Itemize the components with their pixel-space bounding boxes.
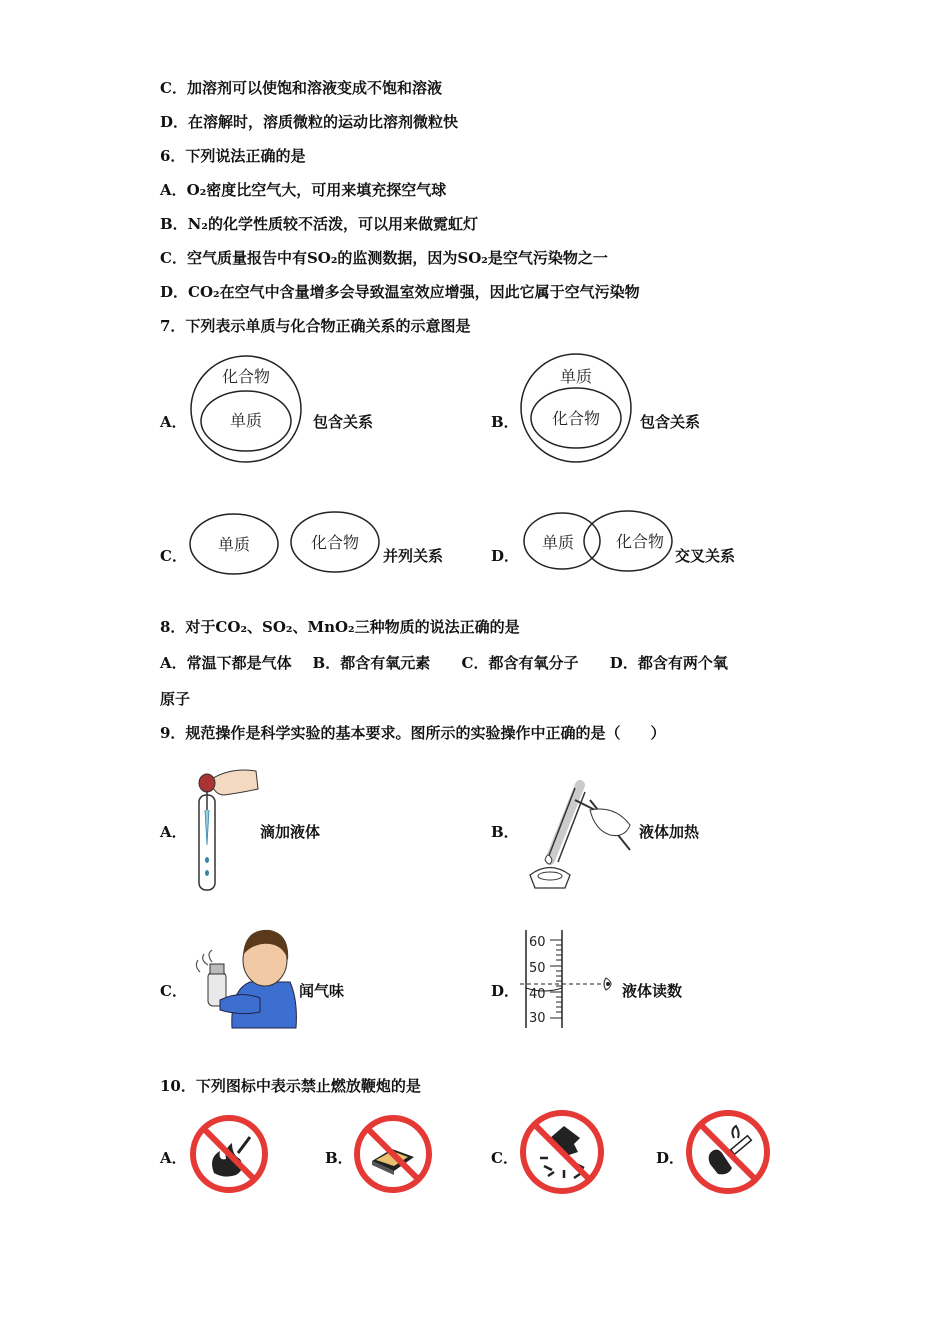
q7-caption-c: 并列关系 [383,547,444,565]
q7-stem: 7．下列表示单质与化合物正确关系的示意图是 [160,317,471,335]
q10-stem: 10．下列图标中表示禁止燃放鞭炮的是 [160,1077,421,1095]
q9-heating-image [520,780,640,895]
q9-smell-image [190,920,300,1030]
q5-option-d: D．在溶解时，溶质微粒的运动比溶剂微粒快 [160,113,459,131]
q7c-element-text: 单质 [217,535,251,554]
q7b-element-text: 单质 [559,367,593,386]
q7a-compound-text: 化合物 [221,367,271,386]
q6-option-a: A．O₂密度比空气大，可用来填充探空气球 [160,181,447,199]
q9-dropper-image [190,765,260,895]
q9-caption-a: 滴加液体 [260,823,321,841]
q9-label-b: B． [491,823,519,841]
q10-label-b: B． [325,1149,353,1167]
q9-label-c: C． [160,982,187,1000]
tick-30: 30 [529,1011,546,1026]
q10-label-d: D． [656,1149,685,1167]
no-fire-icon [188,1113,270,1195]
no-smoking-icon [684,1108,772,1196]
q10-label-c: C． [491,1149,518,1167]
q7-diagram-c [188,510,388,580]
q7-label-c: C． [160,547,187,565]
q8-continuation: 原子 [160,690,191,708]
no-matches-icon [352,1113,434,1195]
q7b-compound-text: 化合物 [551,409,601,428]
q6-option-d: D．CO₂在空气中含量增多会导致温室效应增强，因此它属于空气污染物 [160,283,640,301]
q7-label-a: A． [160,413,187,431]
tick-40: 40 [529,987,546,1002]
q5-option-c: C．加溶剂可以使饱和溶液变成不饱和溶液 [160,79,442,97]
q10-label-a: A． [160,1149,187,1167]
q7-label-d: D． [491,547,520,565]
q6-stem: 6．下列说法正确的是 [160,147,306,165]
q9-label-a: A． [160,823,187,841]
q8-options: A．常温下都是气体 B．都含有氧元素 C．都含有氧分子 D．都含有两个氧 [160,654,728,672]
q9-cylinder-image [520,928,625,1030]
q9-label-d: D． [491,982,520,1000]
q8-stem: 8．对于CO₂、SO₂、MnO₂三种物质的说法正确的是 [160,618,520,636]
q6-option-c: C．空气质量报告中有SO₂的监测数据，因为SO₂是空气污染物之一 [160,249,608,267]
q9-caption-b: 液体加热 [639,823,700,841]
q9-stem: 9．规范操作是科学实验的基本要求。图所示的实验操作中正确的是（ ） [160,724,666,742]
q7-caption-a: 包含关系 [313,413,374,431]
q7a-element-text: 单质 [229,411,263,430]
tick-60: 60 [529,935,546,950]
q7-diagram-b [520,352,640,464]
q9-caption-c: 闻气味 [299,982,345,1000]
q7-label-b: B． [491,413,519,431]
no-firecrackers-icon [518,1108,606,1196]
q7c-compound-text: 化合物 [310,533,360,552]
q7-caption-d: 交叉关系 [675,547,736,565]
q6-option-b: B．N₂的化学性质较不活泼，可以用来做霓虹灯 [160,215,478,233]
tick-50: 50 [529,961,546,976]
q7d-element-text: 单质 [541,533,575,552]
q7-diagram-a [190,355,310,467]
q9-caption-d: 液体读数 [622,982,683,1000]
q7d-compound-text: 化合物 [615,532,665,551]
q7-caption-b: 包含关系 [640,413,701,431]
q7-diagram-d [522,510,677,576]
